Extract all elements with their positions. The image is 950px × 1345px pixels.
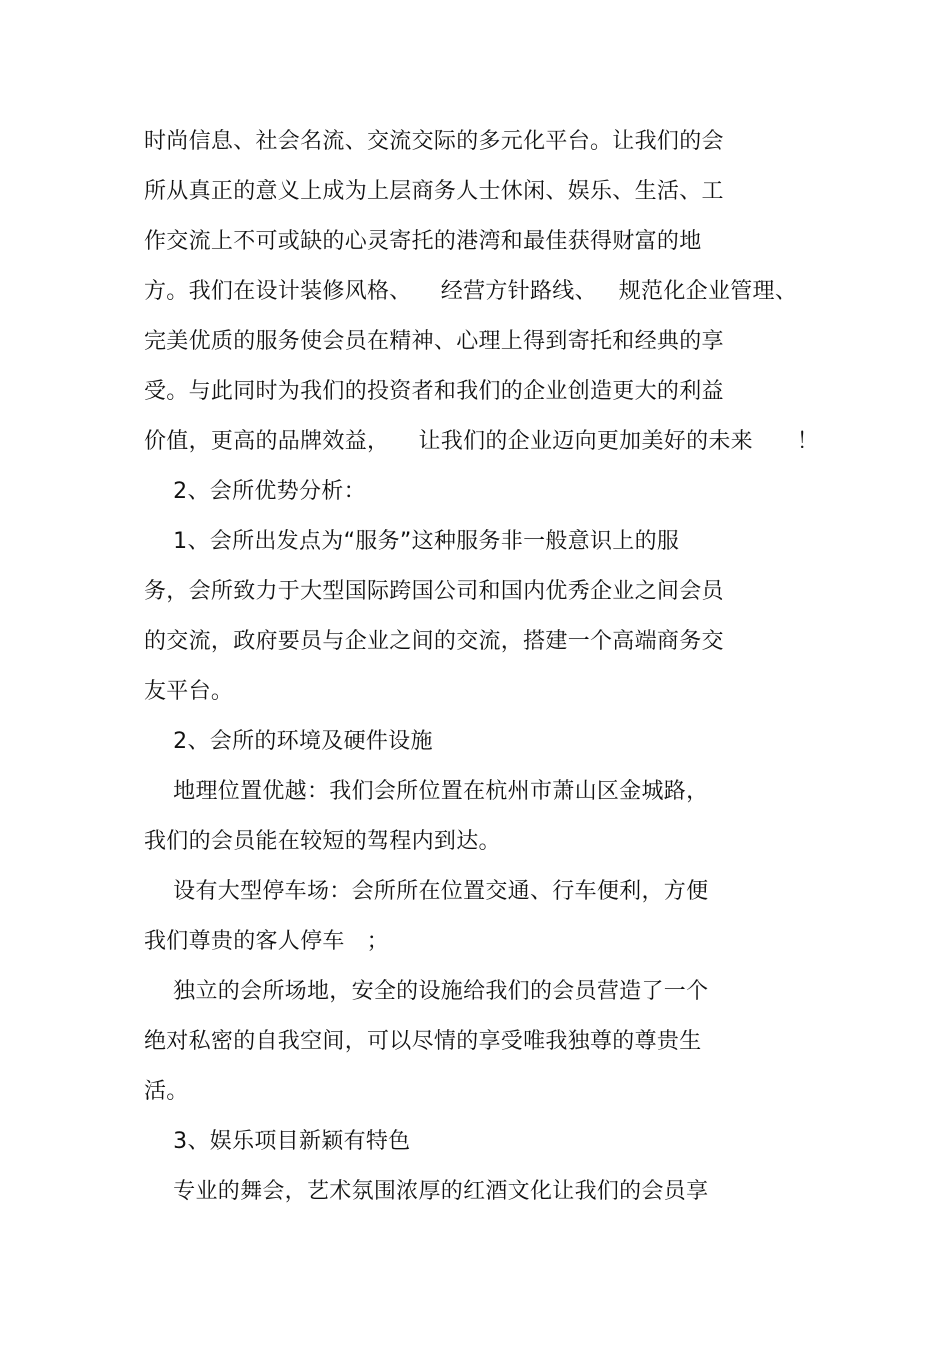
text-line: 1、会所出发点为“服务”这种服务非一般意识上的服	[144, 529, 680, 554]
text-line: 绝对私密的自我空间，可以尽情的享受唯我独尊的尊贵生	[144, 1029, 702, 1054]
section-heading: 3、娱乐项目新颖有特色	[144, 1129, 411, 1154]
text-line: 独立的会所场地，安全的设施给我们的会员营造了一个	[144, 979, 709, 1004]
text-line: 友平台。	[144, 679, 234, 704]
text-line: 完美优质的服务使会员在精神、心理上得到寄托和经典的享	[144, 329, 724, 354]
text-line: 务，会所致力于大型国际跨国公司和国内优秀企业之间会员	[144, 579, 724, 604]
text-line: 受。与此同时为我们的投资者和我们的企业创造更大的利益	[144, 379, 724, 404]
text-line: 专业的舞会，艺术氛围浓厚的红酒文化让我们的会员享	[144, 1179, 709, 1204]
text-line: 我们尊贵的客人停车 ；	[144, 929, 389, 954]
text-line: 活。	[144, 1079, 189, 1104]
text-line: 时尚信息、社会名流、交流交际的多元化平台。让我们的会	[144, 129, 724, 154]
text-line: 设有大型停车场：会所所在位置交通、行车便利，方便	[144, 879, 709, 904]
text-line: 方。我们在设计装修风格、 经营方针路线、 规范化企业管理、	[144, 279, 798, 304]
section-heading: 2、会所优势分析：	[144, 479, 366, 504]
text-line: 所从真正的意义上成为上层商务人士休闲、娱乐、生活、工	[144, 179, 724, 204]
text-line: 地理位置优越：我们会所位置在杭州市萧山区金城路，	[144, 779, 709, 804]
text-line: 价值，更高的品牌效益， 让我们的企业迈向更加美好的未来 ！	[144, 429, 820, 454]
text-line: 作交流上不可或缺的心灵寄托的港湾和最佳获得财富的地	[144, 229, 702, 254]
text-line: 的交流，政府要员与企业之间的交流，搭建一个高端商务交	[144, 629, 724, 654]
section-heading: 2、会所的环境及硬件设施	[144, 729, 433, 754]
text-line: 我们的会员能在较短的驾程内到达。	[144, 829, 501, 854]
